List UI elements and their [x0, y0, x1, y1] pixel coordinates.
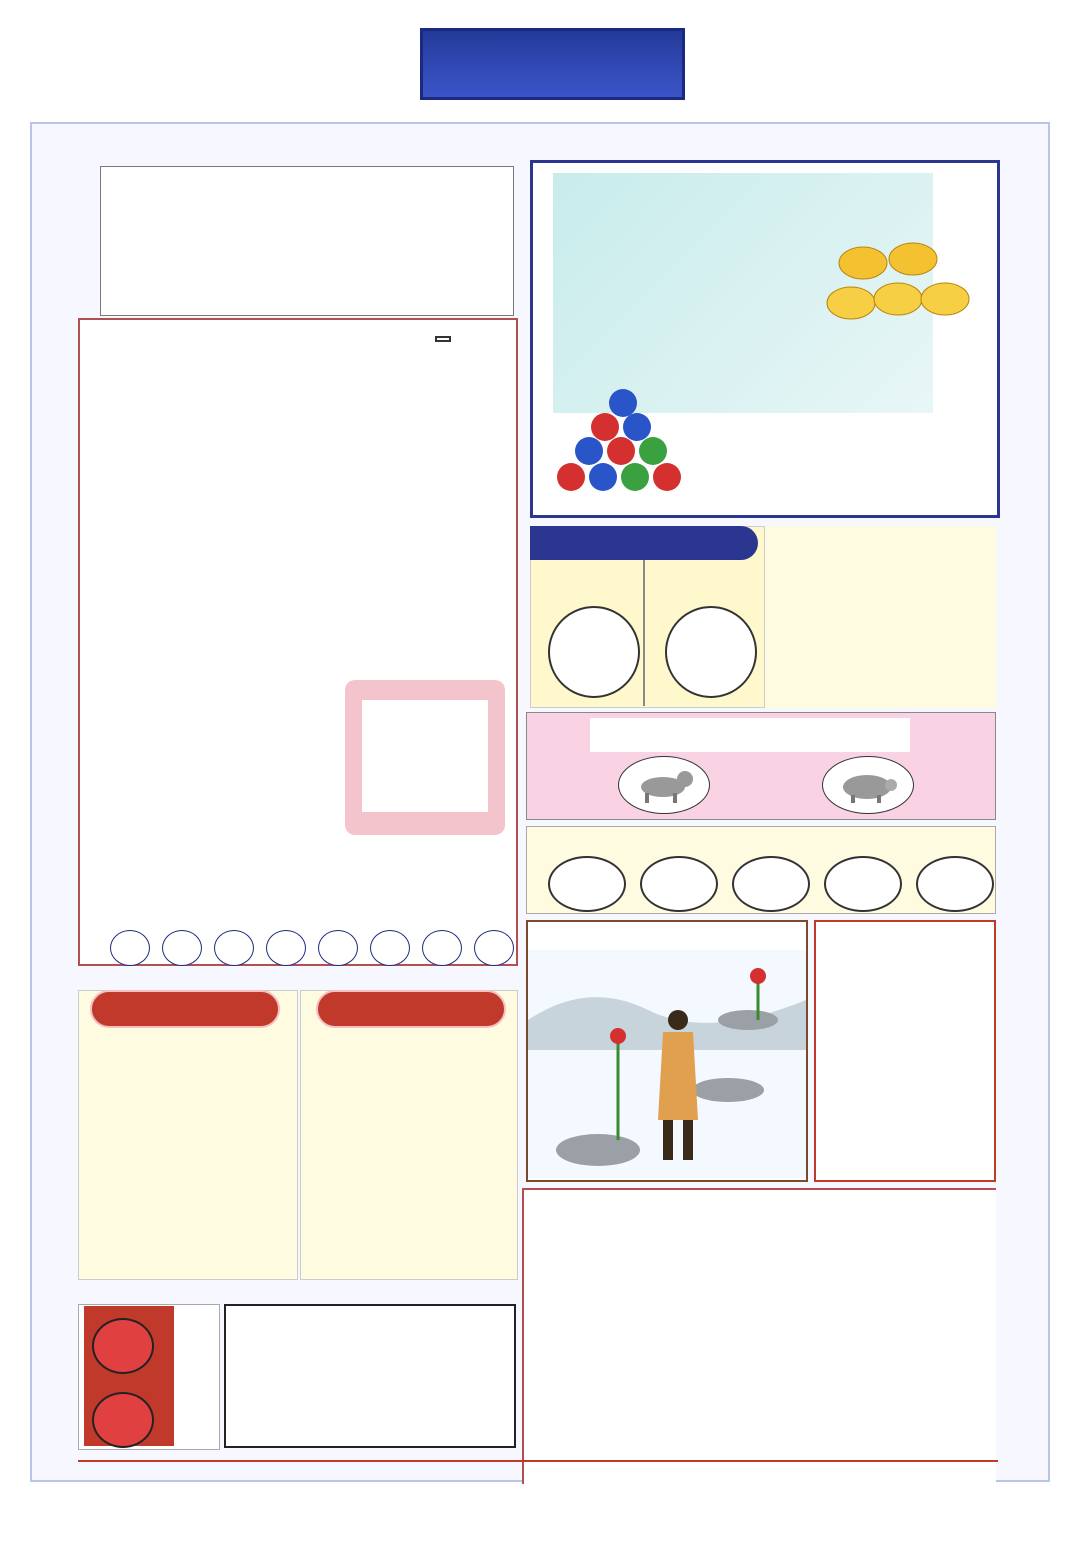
one-word-panel	[814, 920, 996, 1182]
prediction-title	[90, 990, 280, 1028]
frequency-number	[92, 1392, 154, 1448]
zodiac-poem-panel	[300, 990, 518, 1280]
meeting-minutes-panel	[78, 318, 518, 966]
pick-number	[474, 930, 514, 966]
logo-strip-top	[34, 126, 1046, 150]
lottery-balls-icon	[543, 383, 703, 503]
royal-calendar-panel	[522, 1188, 996, 1484]
lucky-title-band	[590, 718, 910, 752]
special-code-divider	[643, 560, 645, 706]
pig-icon	[822, 756, 914, 814]
pick-number	[110, 930, 150, 966]
pick-number	[162, 930, 202, 966]
pick-number	[370, 930, 410, 966]
poster-panel	[530, 160, 1000, 518]
pick-number	[266, 930, 306, 966]
pick-numbers	[110, 930, 514, 966]
handwritten-code	[362, 700, 488, 812]
lucky-number	[732, 856, 810, 912]
zodiac-poem-title	[316, 990, 506, 1028]
logo-strip-right	[1018, 150, 1042, 1450]
lucky-number	[916, 856, 994, 912]
pick-number	[214, 930, 254, 966]
frequency-number	[92, 1318, 154, 1374]
dog-icon	[618, 756, 710, 814]
gold-ingots-icon	[823, 233, 973, 343]
lucky-number	[548, 856, 626, 912]
lucky-number	[824, 856, 902, 912]
secret-tag	[435, 336, 451, 342]
special-parity	[665, 606, 757, 698]
treasure-map-illustration	[528, 950, 806, 1178]
golden-formula-panel	[224, 1304, 516, 1448]
pick-number	[318, 930, 358, 966]
special-code-title	[530, 526, 758, 560]
brand-banner	[420, 28, 685, 100]
special-code-blank	[765, 526, 997, 708]
special-size	[548, 606, 640, 698]
five-numbers	[548, 856, 994, 912]
pick-number	[422, 930, 462, 966]
bottom-rule	[78, 1460, 998, 1462]
lucky-number	[640, 856, 718, 912]
hot-table-title	[101, 167, 513, 205]
prediction-panel	[78, 990, 298, 1280]
hot-cold-table	[100, 166, 514, 316]
logo-strip-left	[34, 150, 58, 1450]
